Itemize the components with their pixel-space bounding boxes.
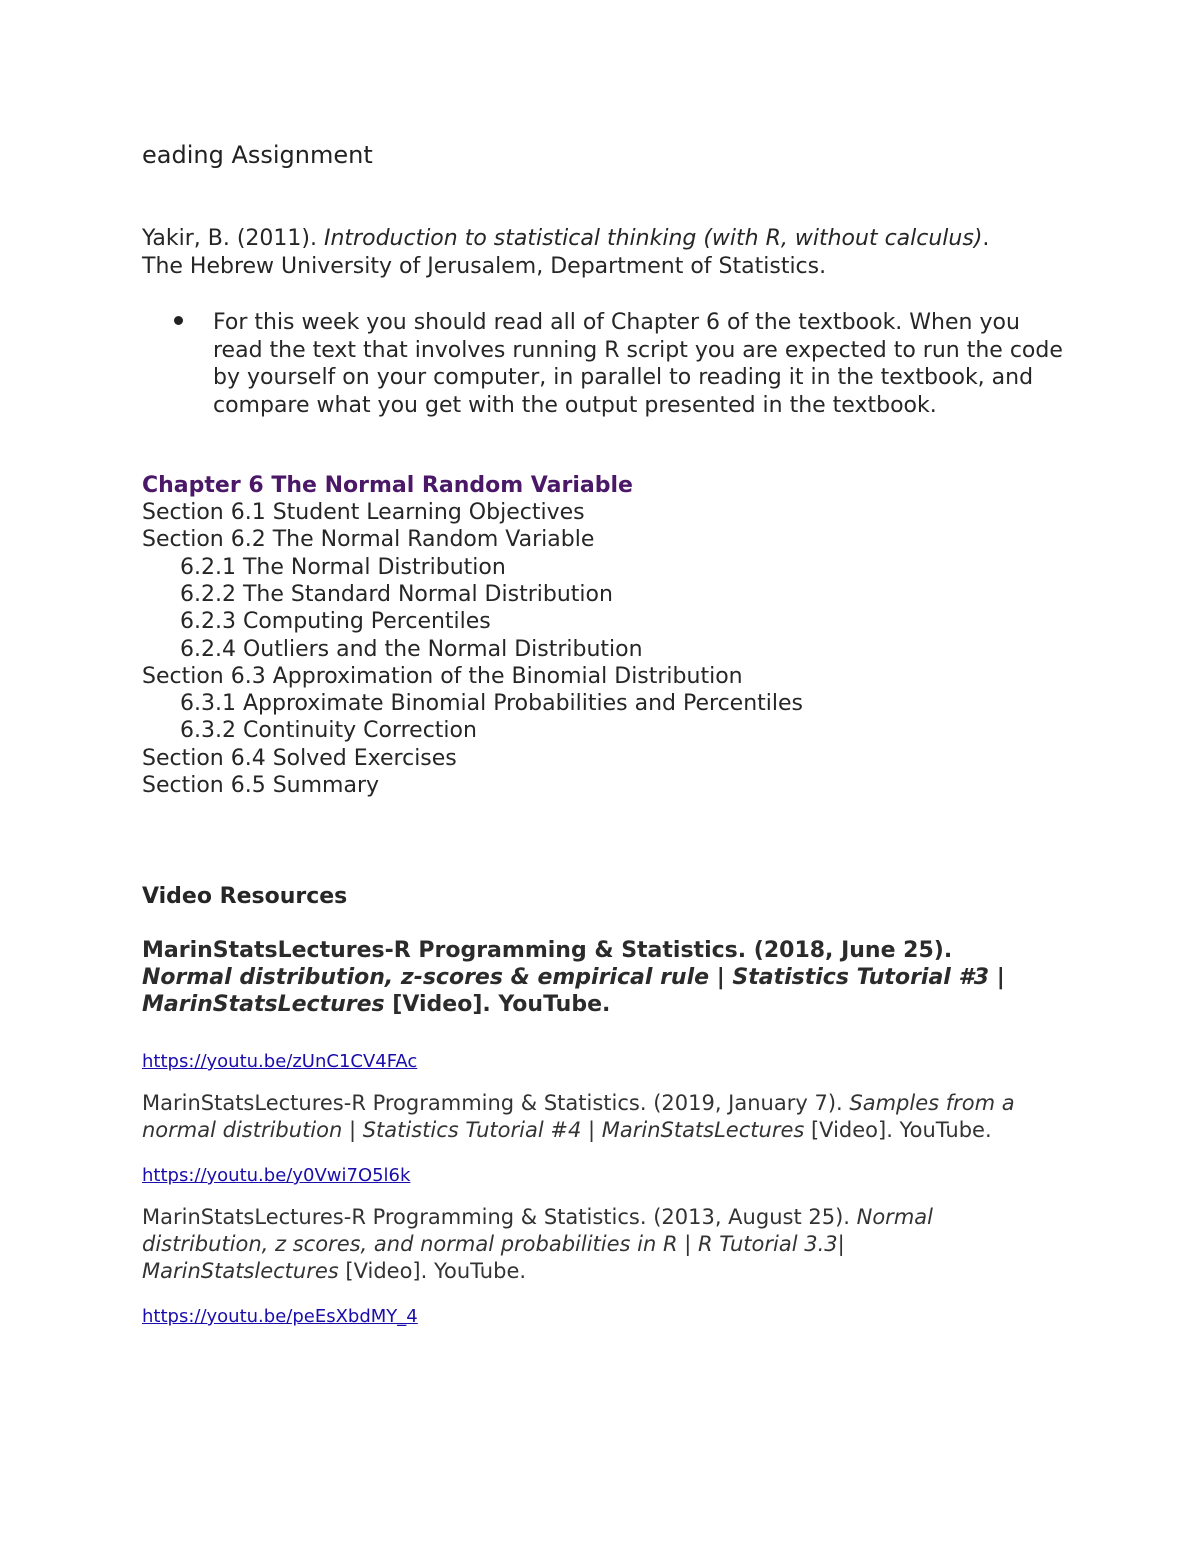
subsection-item: 6.2.2 The Standard Normal Distribution bbox=[180, 581, 613, 607]
video-citation-2 bbox=[142, 1090, 1042, 1144]
section-item: Section 6.1 Student Learning Objectives bbox=[142, 500, 585, 525]
video-link-1[interactable]: https://youtu.be/zUnC1CV4FAc bbox=[142, 1051, 418, 1072]
subsection-item: 6.2.4 Outliers and the Normal Distribution bbox=[180, 636, 643, 662]
video-link-3[interactable]: https://youtu.be/peEsXbdMY_4 bbox=[142, 1306, 418, 1327]
section-item: Section 6.4 Solved Exercises bbox=[142, 745, 457, 771]
citation-publisher: The Hebrew University of Jerusalem, Department of Statistics. bbox=[142, 254, 827, 279]
video-citation-1 bbox=[142, 937, 1042, 1018]
citation-book-title: Introduction to statistical thinking (with R, without calculus) bbox=[324, 226, 983, 251]
video-citation-3 bbox=[142, 1204, 1042, 1285]
video-citation-lead: MarinStatsLectures-R Programming & Statistics. (2019, January 7). bbox=[142, 1091, 850, 1115]
video-title: Normal distribution, z-scores & empirical rule | Statistics Tutorial #3 | MarinStatsLectures bbox=[142, 965, 1005, 1017]
bullet-icon bbox=[174, 316, 183, 325]
section-item: Section 6.3 Approximation of the Binomial Distribution bbox=[142, 663, 743, 689]
video-citation-tail: [Video]. YouTube. bbox=[804, 1118, 992, 1142]
video-citation-lead: MarinStatsLectures-R Programming & Statistics. (2018, June 25). bbox=[142, 938, 953, 963]
citation-period: . bbox=[982, 226, 990, 251]
subsection-item: 6.3.2 Continuity Correction bbox=[180, 718, 477, 744]
video-link-2[interactable]: https://youtu.be/y0Vwi7O5l6k bbox=[142, 1165, 411, 1186]
video-citation-tail: [Video]. YouTube. bbox=[338, 1259, 527, 1283]
citation-author-year: Yakir, B. (2011). bbox=[142, 226, 324, 251]
video-resources-heading: Video Resources bbox=[142, 884, 348, 909]
page-title: eading Assignment bbox=[142, 141, 373, 169]
subsection-item: 6.3.1 Approximate Binomial Probabilities and Percentiles bbox=[180, 691, 803, 717]
section-item: Section 6.2 The Normal Random Variable bbox=[142, 527, 595, 553]
video-title: Samples from a normal distribution | Statistics Tutorial #4 | MarinStatsLectures bbox=[142, 1091, 1015, 1142]
citation-line-1 bbox=[142, 225, 989, 252]
subsection-item: 6.2.3 Computing Percentiles bbox=[180, 609, 491, 635]
video-citation-tail: [Video]. YouTube. bbox=[384, 992, 611, 1017]
reading-instructions: For this week you should read all of Chapter 6 of the textbook. When you read the text that involves running R script you are expected to run the code by yourself on your computer, in parallel to reading it in the textbook, and compare what you get with the output presented in the textbook. bbox=[213, 310, 1063, 418]
subsection-item: 6.2.1 The Normal Distribution bbox=[180, 554, 506, 580]
section-item: Section 6.5 Summary bbox=[142, 773, 380, 798]
video-title: Normal distribution, z scores, and normal probabilities in R | R Tutorial 3.3| MarinStatslectures bbox=[142, 1205, 933, 1283]
chapter-heading: Chapter 6 The Normal Random Variable bbox=[142, 473, 633, 498]
video-citation-lead: MarinStatsLectures-R Programming & Statistics. (2013, August 25). bbox=[142, 1205, 857, 1229]
